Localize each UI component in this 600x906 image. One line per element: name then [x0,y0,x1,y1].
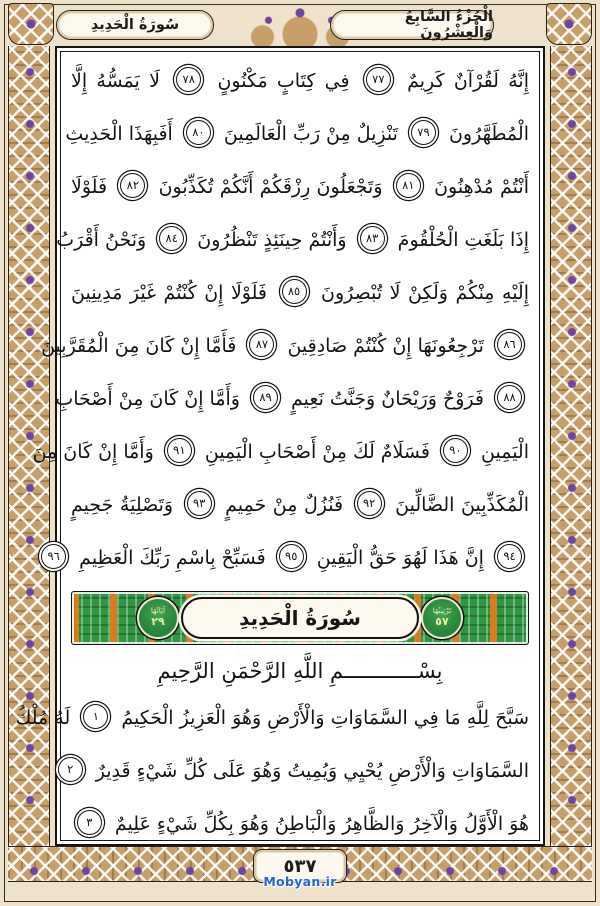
quran-line [67,746,529,799]
mushaf-text-frame [15,46,545,846]
quran-text: فَسَلَامٌ لَكَ مِنْ أَصْحَابِ الْيَمِينِ [198,441,436,463]
quran-text-block-top [32,56,529,586]
quran-text: وَنَحْنُ أَقْرَبُ [56,229,153,251]
quran-line [65,109,529,162]
quran-text: فَأَمَّا إِنْ كَانَ مِنَ الْمُقَرَّبِينَ [41,335,243,357]
ayah-number-badge: ٨٨ [497,385,522,410]
quran-text: لَهُ مُلْكُ [15,707,77,729]
quran-text: فِي كِتَابٍ مَكْنُونٍ [208,70,359,92]
surah-title-cartouche [181,597,419,639]
ayah-number-badge: ٩٢ [357,491,382,516]
ayah-number-badge: ٧٩ [411,120,436,145]
quran-text-block-bottom [15,693,529,852]
ayah-number-badge: ٨٩ [253,385,278,410]
ayah-number-badge: ٩٠ [443,438,468,463]
ornate-border-right [550,46,592,846]
header-juz-label: الْجُزْءُ السَّابِعُ وَالْعِشْرُونَ [404,9,493,41]
header-surah-cartouche [56,10,214,40]
quran-text: السَّمَاوَاتِ وَالْأَرْضِ يُحْيِي وَيُمِيتُ وَهُوَ عَلَى كُلِّ شَيْءٍ قَدِيرٌ [89,760,529,782]
ayah-number-badge: ٩٥ [279,544,304,569]
ayah-number-badge: ٩٦ [41,544,66,569]
quran-text: فَلَوْلَا إِنْ كُنْتُمْ غَيْرَ مَدِينِينَ [71,282,275,304]
ayah-number-badge: ٨٥ [282,279,307,304]
quran-line [41,321,529,374]
quran-line [71,56,529,109]
border-corner-top-left [8,3,54,45]
ayah-number-badge: ٧٨ [176,67,201,92]
quran-line [47,533,529,586]
ayah-number-badge: ٩٣ [187,491,212,516]
surah-order-label: تَرْتِيبُهَا [432,606,452,616]
quran-text: تَرْجِعُونَهَا إِنْ كُنْتُمْ صَادِقِينَ [281,335,490,357]
quran-text: إِنَّهُ لَقُرْآنٌ كَرِيمٌ [397,70,529,92]
watermark-text: Mobyan.ir [263,874,337,889]
surah-header-banner [71,591,529,645]
quran-text: فَلَوْلَا [71,176,114,198]
ayah-number-badge: ٨٤ [159,226,184,251]
quran-text: وَأَمَّا إِنْ كَانَ مِنْ أَصْحَابِ [55,388,246,410]
ayah-number-badge: ٨١ [396,173,421,198]
quran-text: تَنْزِيلٌ مِنْ رَبِّ الْعَالَمِينَ [217,123,404,145]
quran-text: وَتَصْلِيَةُ جَحِيمٍ [71,494,180,516]
border-corner-top-right [546,3,592,45]
header-juz-cartouche [330,10,494,40]
quran-text: لَا يَمَسُّهُ إِلَّا [71,70,170,92]
ayah-count-label: آيَاتُهَا [150,606,166,616]
ayah-number-badge: ٧٧ [366,67,391,92]
ayah-number-badge: ٨٧ [249,332,274,357]
quran-line [71,799,529,852]
surah-order-badge [421,597,463,639]
quran-line [15,693,529,746]
quran-text: إِلَيْهِ مِنْكُمْ وَلَكِنْ لَا تُبْصِرُونَ [313,282,529,304]
quran-text: وَتَجْعَلُونَ رِزْقَكُمْ أَنَّكُمْ تُكَذِّبُونَ [152,176,389,198]
ayah-count-value: ٢٩ [151,614,165,628]
ayah-number-badge: ٩١ [167,438,192,463]
quran-text: أَنْتُمْ مُدْهِنُونَ [427,176,529,198]
quran-text: سَبَّحَ لِلَّهِ مَا فِي السَّمَاوَاتِ وَالْأَرْضِ وَهُوَ الْعَزِيزُ الْحَكِيمُ [115,707,529,729]
quran-text: فَسَبِّحْ بِاسْمِ رَبِّكَ الْعَظِيمِ [73,547,272,569]
quran-text: أَفَبِهَذَا الْحَدِيثِ [65,123,179,145]
quran-text: وَأَمَّا إِنْ كَانَ مِنَ [32,441,160,463]
quran-line [71,162,529,215]
ayah-number-badge: ٢ [58,757,83,782]
quran-text: إِنَّ هَذَا لَهُوَ حَقُّ الْيَقِينِ [310,547,490,569]
ayah-number-badge: ١ [83,704,108,729]
quran-line [32,427,529,480]
quran-text: الْمُطَهَّرُونَ [442,123,529,145]
ayah-number-badge: ٨٦ [497,332,522,357]
ayah-number-badge: ٨٣ [360,226,385,251]
bismillah-line: بِسْــــــــــــمِ اللَّهِ الرَّحْمَنِ الرَّحِيمِ [157,659,443,683]
ayah-number-badge: ٣ [77,810,102,835]
quran-line [55,374,529,427]
quran-text: هُوَ الْأَوَّلُ وَالْآخِرُ وَالظَّاهِرُ وَالْبَاطِنُ وَهُوَ بِكُلِّ شَيْءٍ عَلِيمٌ [108,813,529,835]
page-number: ٥٣٧ [283,855,317,877]
quran-text: وَأَنْتُمْ حِينَئِذٍ تَنْظُرُونَ [191,229,353,251]
quran-text: فَرَوْحٌ وَرَيْحَانٌ وَجَنَّتُ نَعِيمٍ [285,388,490,410]
ayah-number-badge: ٨٢ [120,173,145,198]
header-surah-label: سُورَةُ الْحَدِيدِ [90,17,180,33]
quran-text: الْيَمِينِ [474,441,529,463]
quran-text: الْمُكَذِّبِينَ الضَّالِّينَ [388,494,529,516]
quran-text: إِذَا بَلَغَتِ الْحُلْقُومَ [391,229,529,251]
ayah-count-badge [137,597,179,639]
ayah-number-badge: ٩٤ [497,544,522,569]
quran-text: فَنُزُلٌ مِنْ حَمِيمٍ [218,494,350,516]
quran-line [56,215,529,268]
surah-title: سُورَةُ الْحَدِيدِ [239,606,361,630]
surah-order-value: ٥٧ [435,614,449,628]
quran-line [71,480,529,533]
ayah-number-badge: ٨٠ [186,120,211,145]
quran-line [71,268,529,321]
